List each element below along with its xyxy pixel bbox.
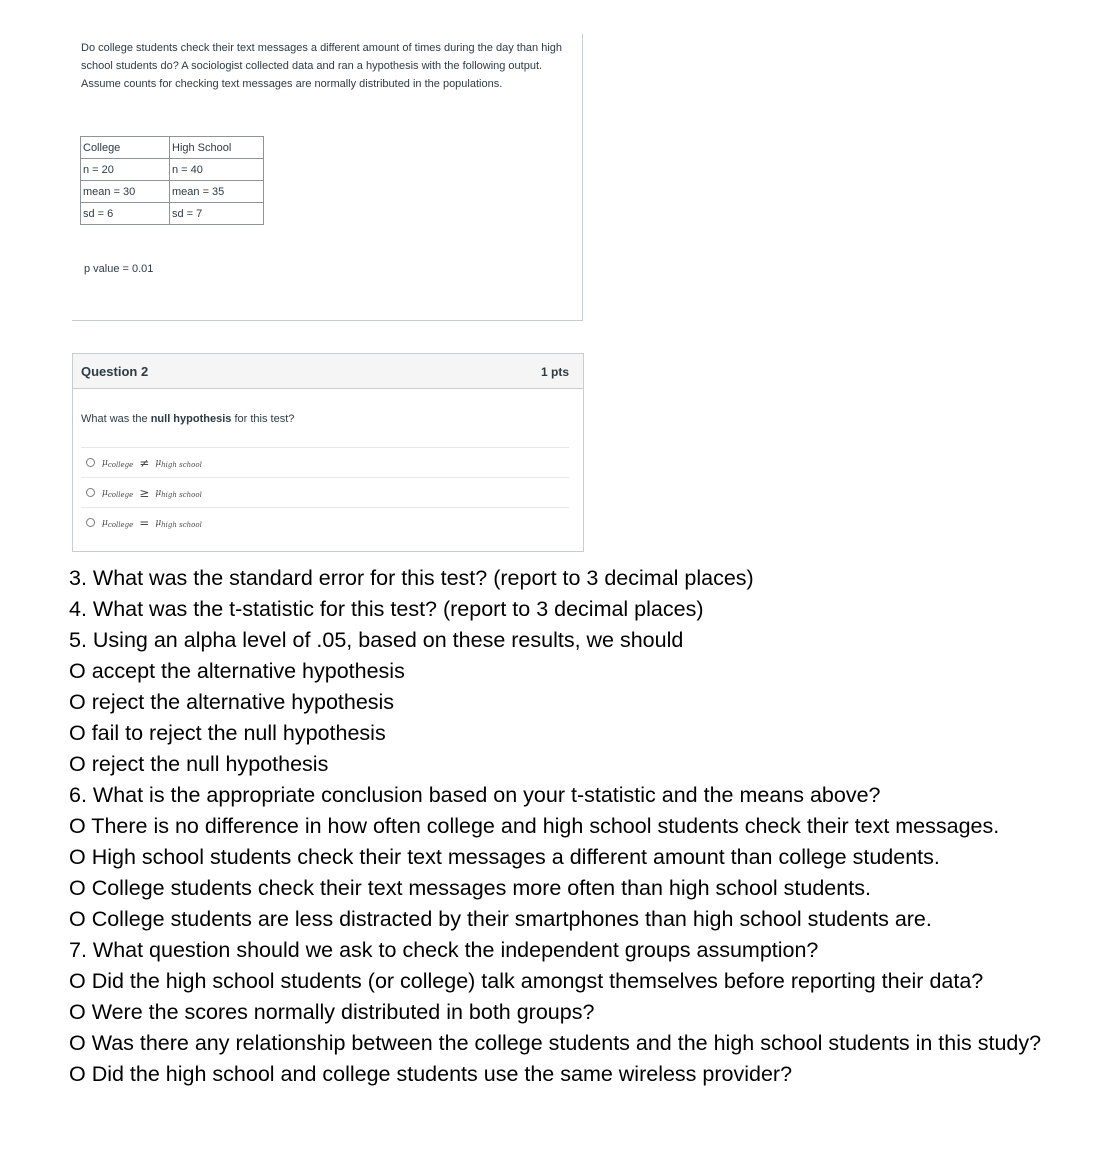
radio-button[interactable] — [86, 488, 95, 497]
subscript: high school — [161, 460, 202, 469]
subscript: college — [107, 460, 134, 469]
option-line: O High school students check their text messages a different amount than college students. — [69, 845, 940, 869]
header-college: College — [81, 137, 170, 159]
question-text — [81, 413, 294, 425]
table-row — [81, 159, 264, 181]
mu-symbol: μ — [155, 517, 162, 528]
mu-symbol: μ — [155, 487, 162, 498]
table-cell: mean = 35 — [170, 181, 264, 203]
question-text-bold: null hypothesis — [150, 413, 232, 425]
mu-symbol: μ — [102, 487, 108, 498]
answer-option[interactable] — [81, 507, 569, 537]
option-line: O College students are less distracted by their smartphones than high school students are. — [69, 907, 932, 931]
summary-table — [80, 136, 264, 225]
table-cell: n = 40 — [170, 159, 264, 181]
question-text-part: for this test? — [231, 413, 295, 425]
question-title: Question 2 — [81, 364, 149, 379]
mu-symbol: μ — [102, 457, 108, 468]
table-row — [81, 203, 264, 225]
p-value-text: p value = 0.01 — [84, 263, 154, 275]
option-line: O Did the high school and college students use the same wireless provider? — [69, 1062, 793, 1086]
answer-option[interactable] — [81, 477, 569, 507]
option-line: O College students check their text messages more often than high school students. — [69, 876, 871, 900]
subscript: college — [107, 520, 134, 529]
relation-symbol: ≠ — [139, 455, 150, 470]
subscript: college — [107, 490, 134, 499]
question-line: 4. What was the t-statistic for this test? (report to 3 decimal places) — [69, 597, 704, 621]
subscript: high school — [161, 520, 202, 529]
relation-symbol: = — [139, 515, 150, 530]
question-line: 3. What was the standard error for this test? (report to 3 decimal places) — [69, 566, 754, 590]
option-line: O Were the scores normally distributed in both groups? — [69, 1000, 595, 1024]
option-line: O Was there any relationship between the college students and the high school students in this study? — [69, 1031, 1042, 1055]
intro-text: Do college students check their text messages a different amount of times during the day than high school students do? A sociologist collected data and ran a hypothesis with the following output. Assume counts for checking text messages are normally distributed in the populations. — [81, 42, 563, 90]
answer-option[interactable] — [81, 447, 569, 477]
option-line: O accept the alternative hypothesis — [69, 659, 405, 683]
radio-button[interactable] — [86, 518, 95, 527]
relation-symbol: ≥ — [139, 485, 150, 500]
option-line: O fail to reject the null hypothesis — [69, 721, 386, 745]
radio-button[interactable] — [86, 458, 95, 467]
question-line: 5. Using an alpha level of .05, based on these results, we should — [69, 628, 684, 652]
subscript: high school — [161, 490, 202, 499]
answer-options — [81, 447, 569, 537]
table-cell: mean = 30 — [81, 181, 170, 203]
mu-symbol: μ — [102, 517, 108, 528]
table-header-row — [81, 137, 264, 159]
additional-questions — [69, 563, 1079, 1090]
option-line: O reject the alternative hypothesis — [69, 690, 395, 714]
question-text-part: What was the — [81, 413, 151, 425]
table-cell: n = 20 — [81, 159, 170, 181]
header-high-school: High School — [170, 137, 264, 159]
table-row — [81, 181, 264, 203]
mu-symbol: μ — [155, 457, 162, 468]
option-line: O reject the null hypothesis — [69, 752, 329, 776]
table-cell: sd = 7 — [170, 203, 264, 225]
question-header — [73, 354, 583, 389]
question-line: 6. What is the appropriate conclusion based on your t-statistic and the means above? — [69, 783, 881, 807]
table-cell: sd = 6 — [81, 203, 170, 225]
option-line: O Did the high school students (or college) talk amongst themselves before reporting their data? — [69, 969, 984, 993]
question-card — [72, 353, 584, 552]
option-line: O There is no difference in how often college and high school students check their text messages. — [69, 814, 1000, 838]
question-context-card — [72, 34, 583, 321]
question-points: 1 pts — [540, 365, 569, 379]
question-line: 7. What question should we ask to check the independent groups assumption? — [69, 938, 819, 962]
